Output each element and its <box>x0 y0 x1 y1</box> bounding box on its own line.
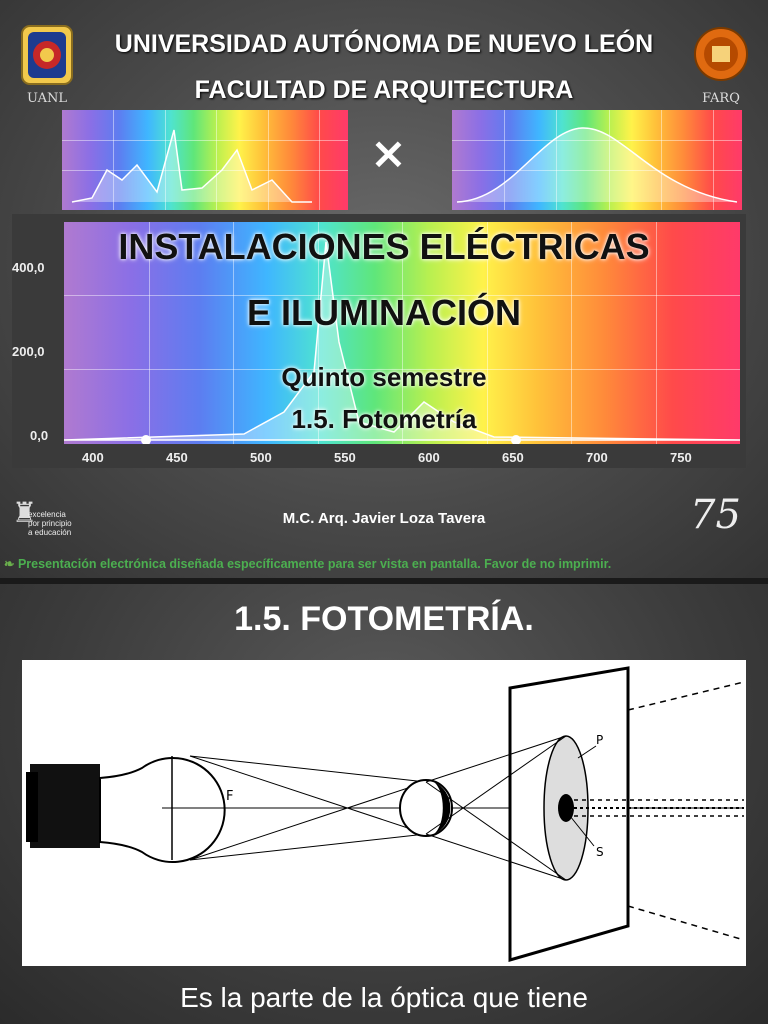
author-name: M.C. Arq. Javier Loza Tavera <box>282 510 486 527</box>
slide-body-text: Es la parte de la óptica que tiene <box>180 982 588 1013</box>
photometry-slide <box>0 584 768 1024</box>
photometer-diagram <box>22 660 746 966</box>
course-title-line1: INSTALACIONES ELÉCTRICAS <box>118 226 650 267</box>
course-title-line2: E ILUMINACIÓN <box>247 292 521 333</box>
spectrum-chart-left <box>62 110 348 210</box>
faculty-name: FACULTAD DE ARQUITECTURA <box>194 76 574 104</box>
svg-text:F: F <box>226 789 234 804</box>
multiply-sign: × <box>370 128 407 179</box>
slide-heading: 1.5. FOTOMETRÍA. <box>234 600 534 638</box>
excellence-logo: ♜ excelencia por principio a educación <box>12 497 72 537</box>
leaf-icon: ❧ <box>4 557 15 571</box>
topic-label: 1.5. Fotometría <box>291 404 477 434</box>
big-spectrum-chart: 400,0 200,0 0,0 400 450 500 550 600 650 700 750 <box>12 214 746 468</box>
svg-text:FARQ: FARQ <box>702 91 740 106</box>
spectrum-chart-right <box>452 110 742 210</box>
print-notice: ❧ Presentación electrónica diseñada específicamente para ser vista en pantalla. Favor de no imprimir. <box>4 557 612 571</box>
torch-icon: ♜ <box>12 497 38 528</box>
semester-label: Quinto semestre <box>281 362 487 392</box>
svg-text:P: P <box>596 733 604 747</box>
university-name: UNIVERSIDAD AUTÓNOMA DE NUEVO LEÓN <box>114 30 654 58</box>
svg-text:S: S <box>596 845 604 859</box>
anniversary-logo: 75 <box>690 492 741 538</box>
svg-text:UANL: UANL <box>27 91 67 106</box>
